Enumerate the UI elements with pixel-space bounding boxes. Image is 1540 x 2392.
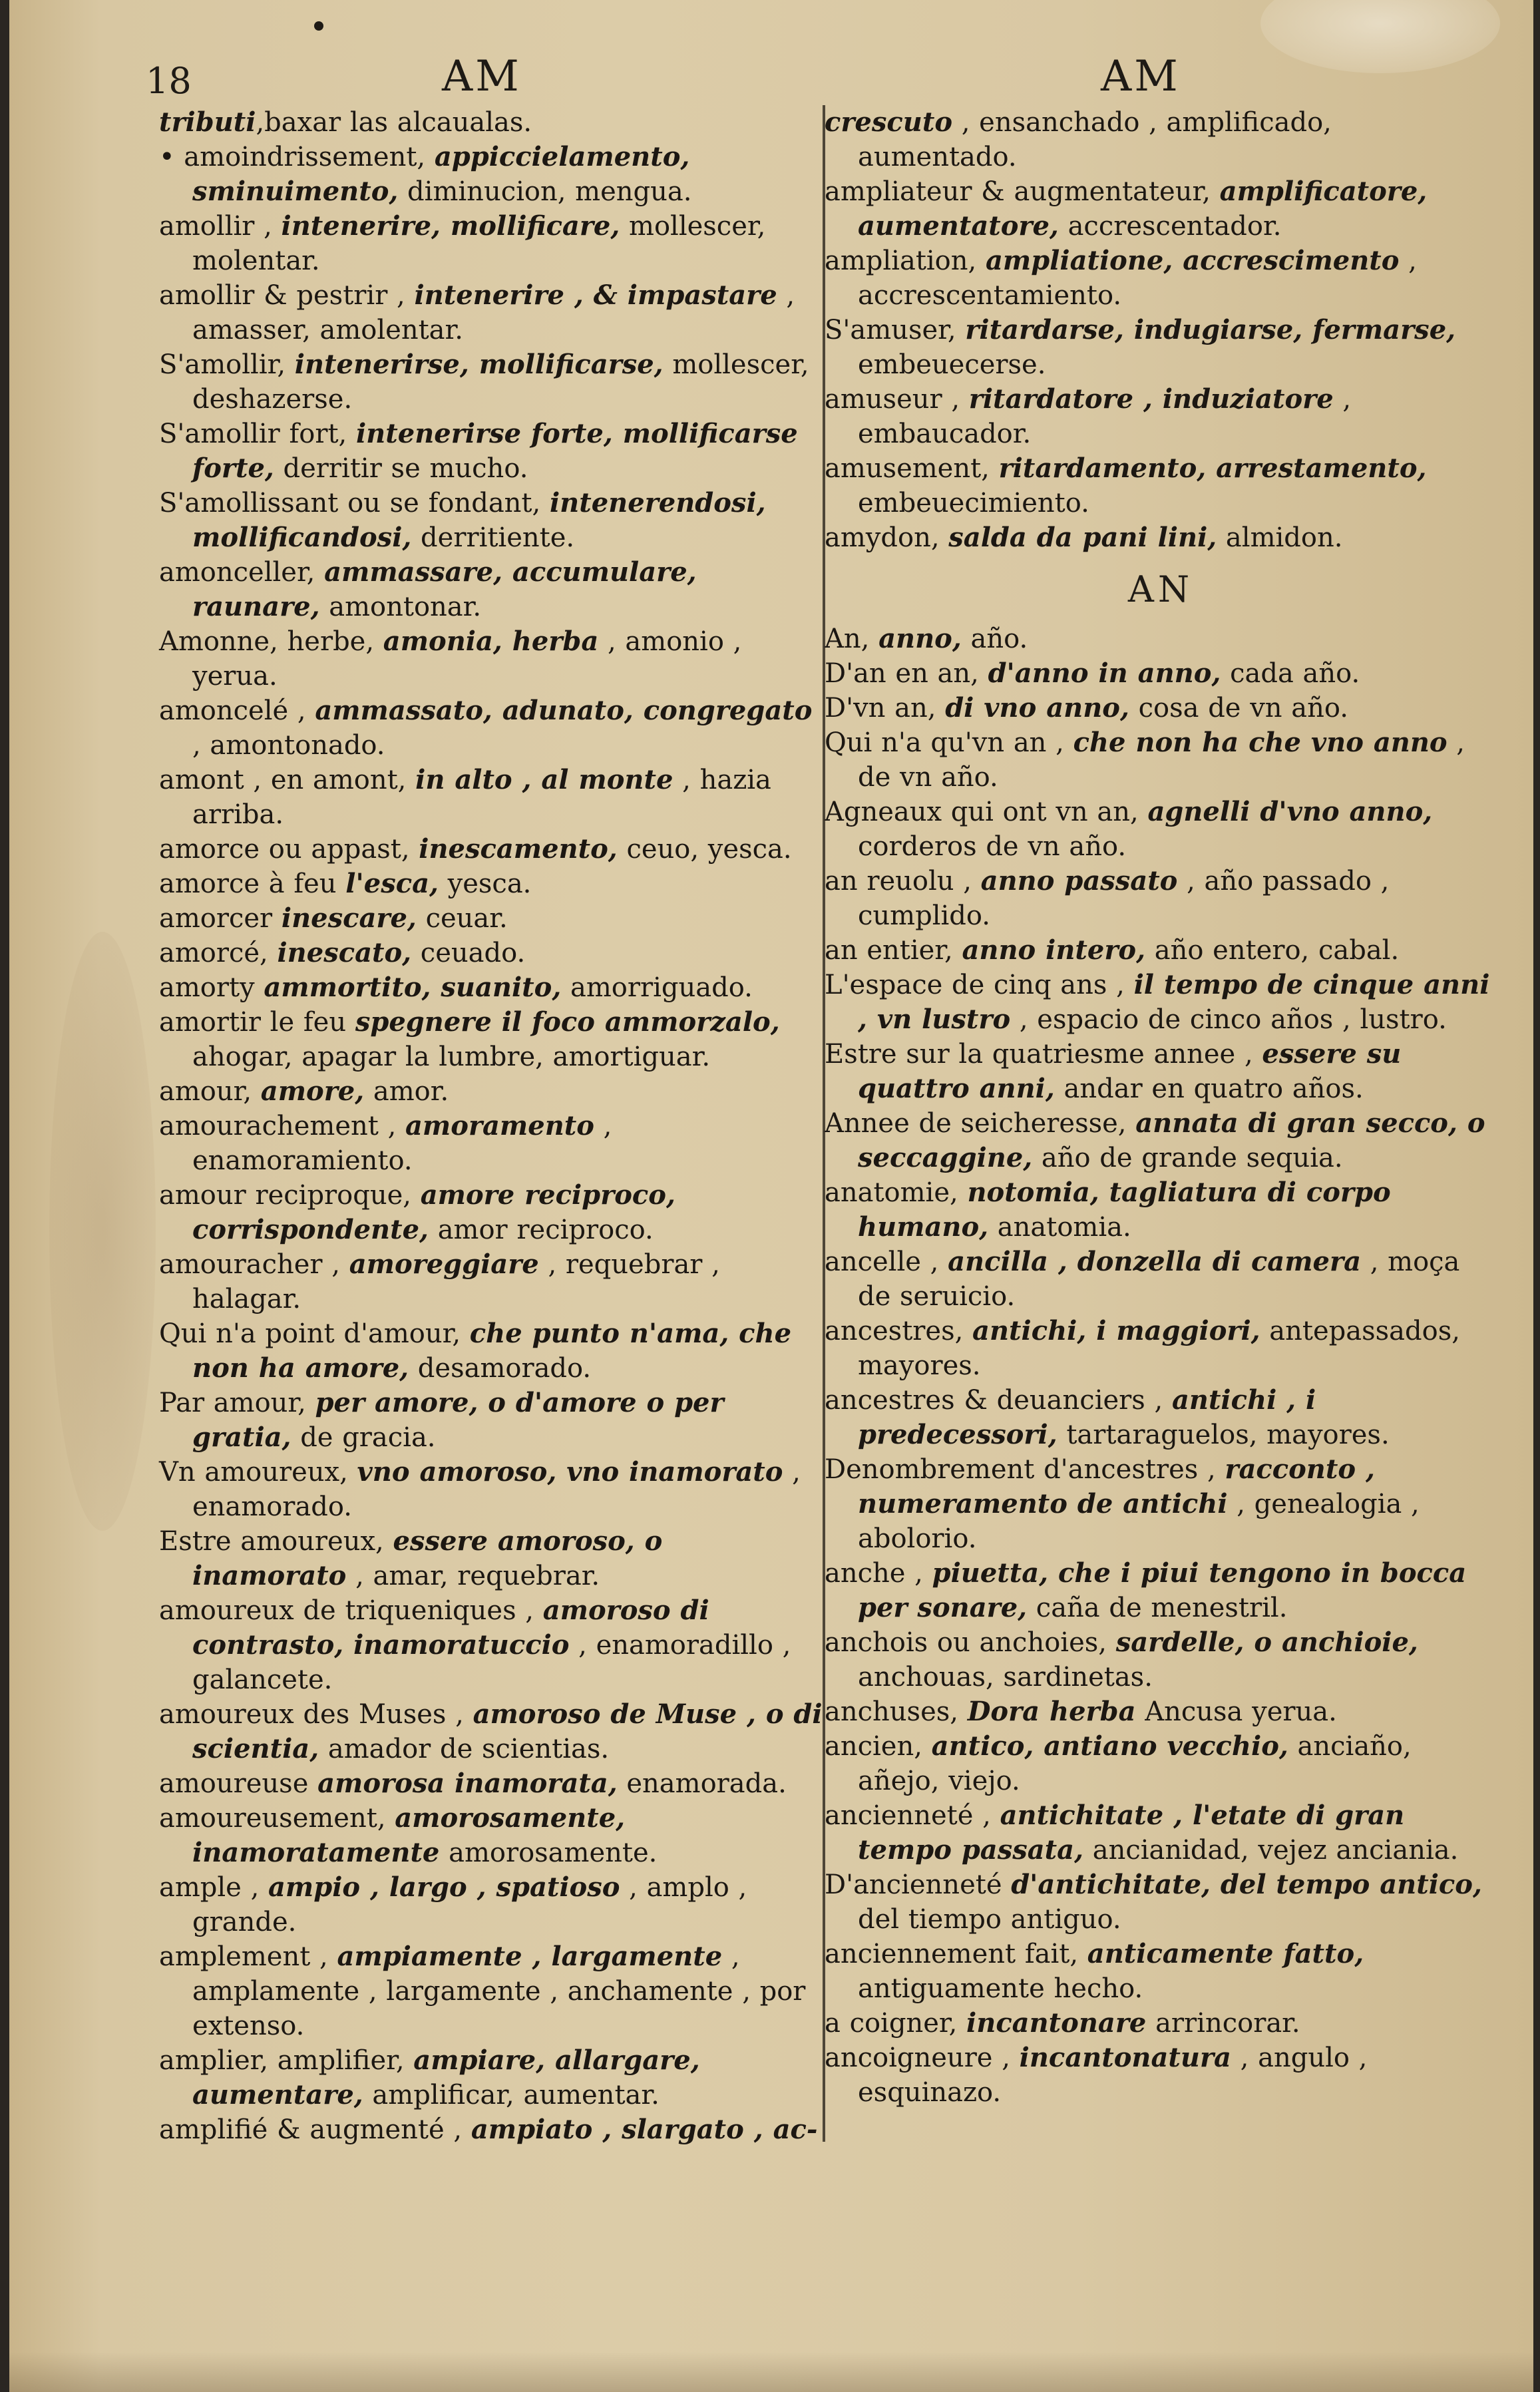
spanish-gloss: ahogar, apagar la lumbre, amortiguar. [192, 1042, 711, 1072]
french-headword: Qui n'a point d'amour, [159, 1318, 470, 1349]
spanish-gloss: embeuecerse. [858, 349, 1046, 380]
spanish-gloss: amador de scientias. [319, 1734, 610, 1764]
french-headword: Amonne, herbe, [159, 626, 383, 657]
french-headword: Par amour, [159, 1388, 315, 1418]
dictionary-entry [825, 520, 1497, 555]
italian-gloss: spegnere il foco ammorzalo, [355, 1006, 780, 1038]
spanish-gloss: , enamoradillo , galancete. [192, 1630, 791, 1695]
italian-gloss: salda da pani lini, [948, 522, 1217, 553]
spanish-gloss: ceuar. [416, 903, 508, 934]
dictionary-entry [825, 2041, 1497, 2110]
italian-gloss: piuetta, che i piui tengono in bocca per sonare, [858, 1557, 1467, 1623]
spanish-gloss: antiguamente hecho. [858, 1973, 1143, 2004]
spanish-gloss: de gracia. [291, 1422, 436, 1453]
french-headword: D'vn an, [825, 693, 946, 723]
dictionary-page [9, 0, 1533, 2392]
french-headword: S'amollissant ou se fondant, [159, 488, 550, 518]
french-headword: amuseur , [825, 384, 969, 415]
french-headword: ancien, [825, 1731, 932, 1762]
dictionary-entry [159, 1870, 825, 1939]
dictionary-entry [825, 725, 1497, 795]
french-headword: amplier, amplifier, [159, 2045, 414, 2076]
dictionary-entry [159, 417, 825, 486]
italian-gloss: il tempo de cinque anni , vn lustro [858, 969, 1490, 1035]
printer-mark [314, 21, 323, 31]
italian-gloss: racconto , numeramento de antichi [858, 1454, 1375, 1519]
french-headword: Estre amoureux, [159, 1526, 393, 1557]
italian-gloss: ritardarse, indugiarse, fermarse, [965, 314, 1456, 345]
dictionary-entry [159, 1109, 825, 1178]
dictionary-entry [159, 486, 825, 555]
french-headword: L'espace de cinq ans , [825, 970, 1134, 1000]
italian-gloss: incantonare [966, 2007, 1147, 2039]
spanish-gloss: , embaucador. [858, 384, 1352, 449]
italian-gloss: amore reciproco, corrispondente, [192, 1179, 675, 1245]
spanish-gloss: año de grande sequia. [1032, 1143, 1343, 1173]
spanish-gloss: , hazia arriba. [192, 765, 771, 830]
spanish-gloss: desamorado. [409, 1353, 592, 1384]
spanish-gloss: amorriguado. [561, 972, 753, 1003]
spanish-gloss: antepassados, mayores. [858, 1316, 1460, 1381]
dictionary-entry [825, 1625, 1497, 1694]
italian-gloss: antichitate , l'etate di gran tempo passata, [858, 1800, 1405, 1866]
french-headword: anchuses, [825, 1696, 968, 1727]
italian-gloss: intenerirse forte, mollificarse forte, [192, 418, 798, 484]
italian-gloss: essere amoroso, o inamorato [192, 1525, 663, 1591]
dictionary-entry [159, 1524, 825, 1593]
italian-gloss: anno passato [980, 865, 1178, 897]
spanish-gloss: amplificar, aumentar. [363, 2080, 660, 2110]
dictionary-entry [159, 936, 825, 970]
spanish-gloss: , de vn año. [858, 727, 1465, 793]
dictionary-entry [159, 832, 825, 867]
french-headword: amorcer [159, 903, 282, 934]
spanish-gloss: Ancusa yerua. [1135, 1696, 1337, 1727]
spanish-gloss: ancianidad, vejez anciania. [1083, 1835, 1459, 1866]
dictionary-entry [159, 347, 825, 417]
spanish-gloss: , amasser, amolentar. [192, 280, 795, 345]
left-column [159, 105, 825, 2147]
spanish-gloss: andar en quatro años. [1054, 1074, 1364, 1104]
dictionary-entry [159, 1766, 825, 1801]
italian-gloss: ampiare, allargare, aumentare, [192, 2045, 700, 2110]
french-headword: Vn amoureux, [159, 1457, 357, 1488]
dictionary-entry [825, 2006, 1497, 2041]
dictionary-entry [159, 763, 825, 832]
french-headword: amont , en amont, [159, 765, 416, 795]
spanish-gloss: mollescer, deshazerse. [192, 349, 809, 415]
french-headword: amouracher , [159, 1249, 349, 1280]
dictionary-entry [825, 1037, 1497, 1106]
dictionary-entry [825, 1937, 1497, 2006]
italian-gloss: anno intero, [962, 934, 1146, 966]
dictionary-entry [159, 1074, 825, 1109]
italian-gloss: inescamento, [419, 833, 618, 865]
french-headword: ancelle , [825, 1247, 948, 1277]
french-headword: ancoigneure , [825, 2043, 1020, 2073]
italian-gloss: l'esca, [345, 868, 439, 899]
french-headword: amoncelé , [159, 696, 315, 726]
dictionary-entry [825, 691, 1497, 725]
french-headword: anchois ou anchoies, [825, 1627, 1116, 1658]
dictionary-entry [159, 867, 825, 901]
italian-gloss: antichi, i maggiori, [972, 1315, 1260, 1346]
french-headword: amoureux des Muses , [159, 1699, 473, 1730]
italian-gloss: tributi [159, 106, 256, 138]
french-headword: amusement, [825, 453, 999, 484]
italian-gloss: inescato, [277, 937, 412, 968]
italian-gloss: intenerire, mollificare, [281, 210, 620, 242]
dictionary-entry [159, 105, 825, 140]
french-headword: ampliation, [825, 246, 986, 276]
dictionary-entry [159, 901, 825, 936]
spanish-gloss: amorosamente. [439, 1838, 658, 1868]
french-headword: ancestres & deuanciers , [825, 1385, 1172, 1416]
spanish-gloss: , año passado , cumplido. [858, 866, 1390, 931]
french-headword: S'amollir fort, [159, 419, 356, 449]
french-headword: ancestres, [825, 1316, 973, 1346]
dictionary-entry [159, 1801, 825, 1870]
italian-gloss: amoroso di contrasto, inamoratuccio [192, 1595, 709, 1661]
italian-gloss: anticamente fatto, [1087, 1938, 1364, 1969]
french-headword: amortir le feu [159, 1007, 355, 1038]
spanish-gloss: , espacio de cinco años , lustro. [1010, 1004, 1447, 1035]
french-headword: Denombrement d'ancestres , [825, 1454, 1225, 1485]
dictionary-entry [159, 1593, 825, 1697]
spanish-gloss: yesca. [438, 869, 532, 899]
dictionary-entry [825, 1383, 1497, 1452]
page-header [9, 47, 1533, 106]
french-headword: amoureuse [159, 1768, 318, 1799]
spanish-gloss: mollescer, molentar. [192, 211, 766, 276]
dictionary-entry [159, 1178, 825, 1247]
dictionary-entry [159, 694, 825, 763]
french-headword: an reuolu , [825, 866, 981, 897]
french-headword: amplifié & augmenté , [159, 2114, 471, 2145]
italian-gloss: amorosa inamorata, [317, 1768, 618, 1799]
italian-gloss: ritardamento, arrestamento, [998, 453, 1427, 484]
dictionary-entry [825, 1175, 1497, 1245]
french-headword: ancienneté , [825, 1800, 1000, 1831]
spanish-gloss: del tiempo antiguo. [858, 1904, 1121, 1935]
dictionary-entry [825, 1314, 1497, 1383]
running-head-right: AM [1101, 52, 1181, 101]
dictionary-entry [825, 968, 1497, 1037]
spanish-gloss: amor reciproco. [428, 1215, 654, 1245]
italian-gloss: ancilla , donzella di camera [948, 1246, 1361, 1277]
dictionary-entry [825, 382, 1497, 451]
dictionary-entry [159, 1005, 825, 1074]
dictionary-entry [825, 174, 1497, 244]
dictionary-entry [159, 1455, 825, 1524]
spanish-gloss: año entero, cabal. [1145, 935, 1400, 966]
french-headword: Estre sur la quatriesme annee , [825, 1039, 1262, 1070]
section-heading-an: AN [1127, 568, 1194, 610]
page-number: 18 [146, 60, 192, 102]
spanish-gloss: diminucion, mengua. [398, 176, 692, 207]
italian-gloss: ritardatore , induziatore [968, 383, 1334, 415]
dictionary-entry [825, 1245, 1497, 1314]
italian-gloss: intenerire , & impastare [414, 280, 777, 311]
spanish-gloss: caña de menestril. [1027, 1593, 1288, 1623]
dictionary-entry [159, 1386, 825, 1455]
spanish-gloss: anatomia. [988, 1212, 1131, 1243]
french-headword: S'amollir, [159, 349, 295, 380]
french-headword: S'amuser, [825, 315, 966, 345]
dictionary-entry [825, 1556, 1497, 1625]
spanish-gloss: tartaraguelos, mayores. [1057, 1420, 1390, 1450]
dictionary-entry [159, 970, 825, 1005]
spanish-gloss: anchouas, sardinetas. [858, 1662, 1153, 1693]
italian-gloss: amore, [260, 1076, 365, 1107]
dictionary-entry [159, 278, 825, 347]
french-headword: Annee de seicheresse, [825, 1108, 1136, 1139]
spanish-gloss: ceuado. [411, 938, 526, 968]
french-headword: anatomie, [825, 1177, 968, 1208]
am-entries [825, 105, 1497, 555]
italian-gloss: che punto n'ama, che non ha amore, [192, 1318, 792, 1384]
dictionary-entry [825, 933, 1497, 968]
italian-gloss: amorosamente, inamoratamente [192, 1802, 626, 1868]
dictionary-entry [159, 140, 825, 209]
spanish-gloss: , enamoramiento. [192, 1111, 612, 1176]
dictionary-entry [825, 1729, 1497, 1798]
italian-gloss: ammassare, accumulare, raunare, [192, 556, 697, 622]
french-headword: an entier, [825, 935, 962, 966]
italian-gloss: ammassato, adunato, congregato [315, 695, 813, 726]
spanish-gloss: anciaño, añejo, viejo. [858, 1731, 1412, 1796]
spanish-gloss: , enamorado. [192, 1457, 801, 1522]
italian-gloss: che non ha che vno anno [1073, 727, 1447, 758]
french-headword: amorty [159, 972, 264, 1003]
spanish-gloss: , amontonado. [192, 730, 385, 761]
italian-gloss: ammortito, suanito, [264, 972, 562, 1003]
dictionary-entry [159, 1697, 825, 1766]
dictionary-entry [825, 864, 1497, 933]
french-headword: Qui n'a qu'vn an , [825, 727, 1073, 758]
spanish-gloss: embeuecimiento. [858, 488, 1089, 518]
spanish-gloss: corderos de vn año. [858, 831, 1127, 862]
french-headword: • amoindrissement, [159, 142, 435, 172]
spanish-gloss: cada año. [1221, 658, 1360, 689]
spanish-gloss: arrincorar. [1146, 2008, 1300, 2039]
french-headword: amoureux de triqueniques , [159, 1595, 543, 1626]
spanish-gloss: , angulo , esquinazo. [858, 2043, 1368, 2108]
french-headword: amollir , [159, 211, 282, 242]
dictionary-entry [825, 244, 1497, 313]
italian-gloss: crescuto [825, 106, 952, 138]
french-headword: anche , [825, 1558, 932, 1589]
italian-gloss: ampio , largo , spatioso [268, 1872, 620, 1903]
italian-gloss: anno, [878, 623, 962, 654]
spanish-gloss: , amar, requebrar. [346, 1561, 600, 1591]
dictionary-entry [159, 555, 825, 624]
running-head-left: AM [442, 52, 522, 101]
italian-gloss: d'antichitate, del tempo antico, [1011, 1869, 1482, 1900]
italian-gloss: incantonatura [1019, 2042, 1231, 2073]
spanish-gloss: almidon. [1217, 522, 1343, 553]
spanish-gloss: , amonio , yerua. [192, 626, 742, 692]
french-headword: amorce à feu [159, 869, 346, 899]
spanish-gloss: derritir se mucho. [274, 453, 528, 484]
italian-gloss: annata di gran secco, o seccaggine, [858, 1107, 1485, 1173]
italian-gloss: amoreggiare [349, 1249, 539, 1280]
dictionary-entry [825, 313, 1497, 382]
italian-gloss: ampiamente , largamente [337, 1941, 723, 1972]
italian-gloss: amoroso de Muse , o di scientia, [192, 1698, 823, 1764]
dictionary-entry [159, 1247, 825, 1316]
spanish-gloss: , accrescentamiento. [858, 246, 1417, 311]
spanish-gloss: amontonar. [319, 592, 482, 622]
italian-gloss: intenerirse, mollificarse, [294, 349, 664, 380]
italian-gloss: notomia, tagliatura di corpo humano, [858, 1177, 1391, 1243]
french-headword: An, [825, 624, 879, 654]
french-headword: amoureusement, [159, 1803, 395, 1834]
italian-gloss: antichi , i predecessori, [858, 1384, 1316, 1450]
french-headword: amour, [159, 1076, 261, 1107]
french-headword: D'ancienneté [825, 1870, 1012, 1900]
italian-gloss: sardelle, o anchioie, [1115, 1627, 1418, 1658]
dictionary-entry [159, 1939, 825, 2043]
dictionary-entry [825, 1868, 1497, 1937]
spanish-gloss: amor. [364, 1076, 449, 1107]
spanish-gloss: año. [961, 624, 1028, 654]
spanish-gloss: ,baxar las alcaualas. [256, 107, 532, 138]
paper-stain [49, 932, 156, 1531]
an-entries [825, 622, 1497, 2110]
right-column [825, 105, 1497, 2110]
french-headword: amplement , [159, 1941, 337, 1972]
spanish-gloss: ceuo, yesca. [617, 834, 792, 865]
spanish-gloss: derritiente. [411, 522, 575, 553]
french-headword: ampliateur & augmentateur, [825, 176, 1220, 207]
spanish-gloss: , amplamente , largamente , anchamente , por extenso. [192, 1941, 806, 2041]
french-headword: amydon, [825, 522, 949, 553]
dictionary-entry [825, 1694, 1497, 1729]
italian-gloss: inescare, [281, 902, 417, 934]
french-headword: a coigner, [825, 2008, 967, 2039]
spanish-gloss: , amplo , grande. [192, 1872, 747, 1937]
dictionary-entry [825, 1452, 1497, 1556]
dictionary-entry [825, 795, 1497, 864]
spanish-gloss: accrescentador. [1058, 211, 1282, 242]
french-headword: amollir & pestrir , [159, 280, 415, 311]
italian-gloss: vno amoroso, vno inamorato [357, 1456, 783, 1488]
italian-gloss: di vno anno, [945, 692, 1129, 723]
spanish-gloss: cosa de vn año. [1129, 693, 1348, 723]
spanish-gloss: enamorada. [617, 1768, 787, 1799]
italian-gloss: ampliatione, accrescimento [985, 245, 1400, 276]
spanish-gloss: , requebrar , halagar. [192, 1249, 720, 1314]
italian-gloss: d'anno in anno, [988, 658, 1221, 689]
italian-gloss: ampiato , slargato , ac- [471, 2114, 818, 2145]
italian-gloss: in alto , al monte [415, 764, 674, 795]
italian-gloss: antico, antiano vecchio, [931, 1730, 1288, 1762]
dictionary-entry [159, 2043, 825, 2112]
dictionary-entry [159, 209, 825, 278]
french-headword: amour reciproque, [159, 1180, 421, 1211]
dictionary-entry [825, 105, 1497, 174]
italian-gloss: appiccielamento, sminuimento, [192, 141, 690, 207]
italian-gloss: amoramento [405, 1110, 594, 1141]
italian-gloss: agnelli d'vno anno, [1147, 796, 1433, 827]
italian-gloss: per amore, o d'amore o per gratia, [192, 1387, 724, 1453]
italian-gloss: intenerendosi, mollificandosi, [192, 487, 766, 553]
italian-gloss: essere su quattro anni, [858, 1038, 1402, 1104]
french-headword: anciennement fait, [825, 1939, 1087, 1969]
italian-gloss: amplificatore, aumentatore, [858, 176, 1428, 242]
dictionary-entry [825, 622, 1497, 656]
french-headword: amourachement , [159, 1111, 406, 1141]
dictionary-entry [825, 1798, 1497, 1868]
spanish-gloss: , ensanchado , amplificado, aumentado. [858, 107, 1332, 172]
french-headword: ample , [159, 1872, 268, 1903]
dictionary-entry [825, 656, 1497, 691]
french-headword: D'an en an, [825, 658, 988, 689]
italian-gloss: amonia, herba [383, 626, 599, 657]
spanish-gloss: , genealogia , abolorio. [858, 1489, 1420, 1554]
french-headword: amorce ou appast, [159, 834, 419, 865]
dictionary-entry [825, 451, 1497, 520]
italian-gloss: Dora herba [967, 1696, 1136, 1727]
spanish-gloss: , moça de seruicio. [858, 1247, 1460, 1312]
dictionary-entry [159, 624, 825, 694]
dictionary-entry [159, 2112, 825, 2147]
dictionary-entry [159, 1316, 825, 1386]
french-headword: amorcé, [159, 938, 278, 968]
dictionary-entry [825, 1106, 1497, 1175]
french-headword: amonceller, [159, 557, 325, 588]
french-headword: Agneaux qui ont vn an, [825, 797, 1148, 827]
